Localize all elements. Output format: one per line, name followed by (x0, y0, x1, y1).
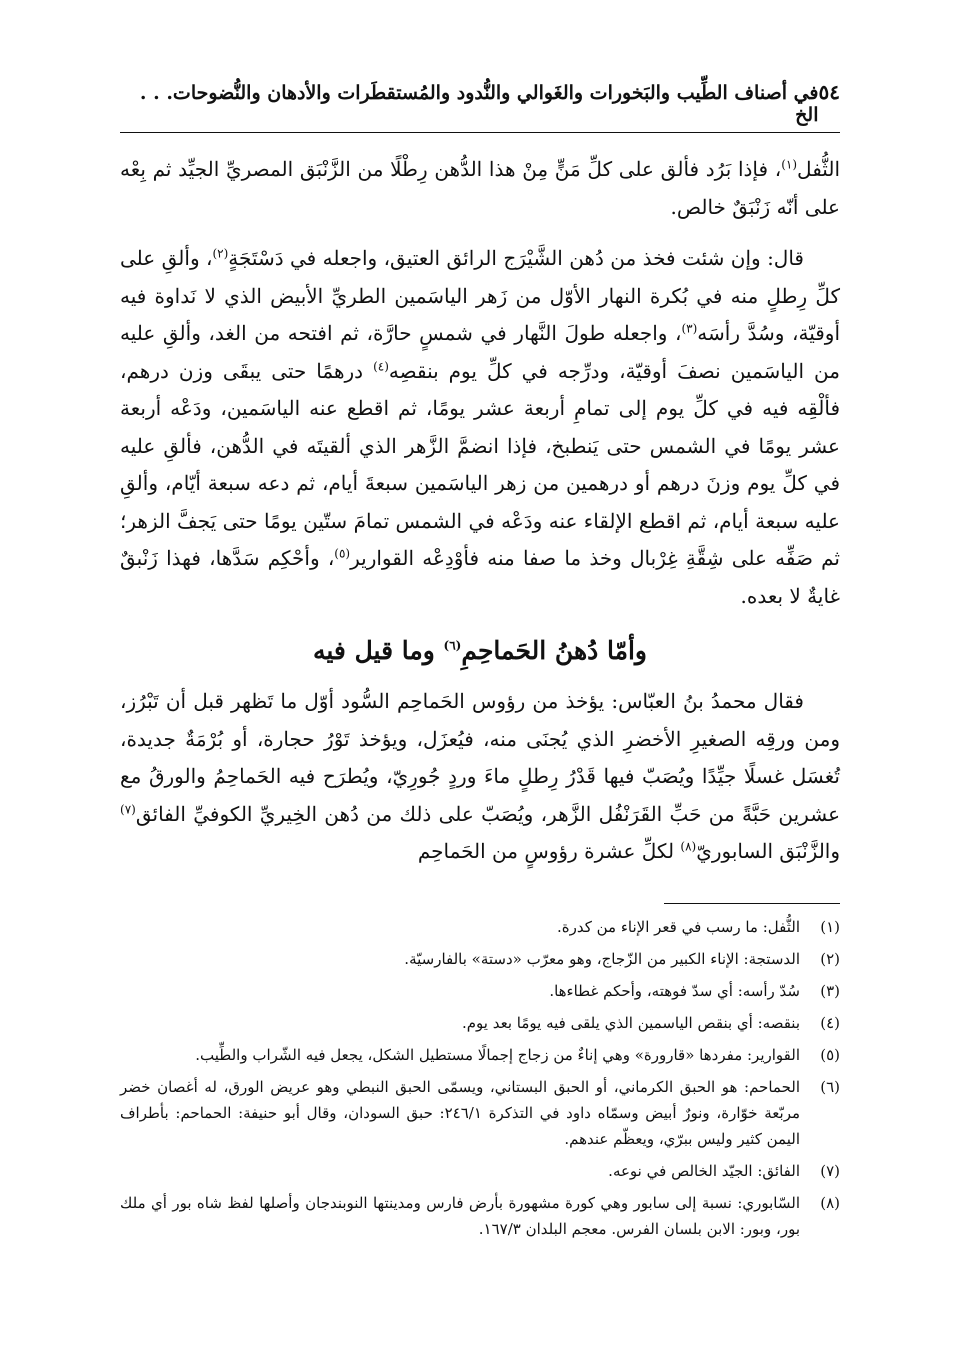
text-run: والزَّنْبَق السابوريّ (696, 839, 840, 863)
footnote-text: الدستجة: الإناء الكبير من الزّجاج، وهو معرّب «دستة» بالفارسيّة. (404, 949, 800, 968)
footnote (120, 1074, 840, 1152)
footnote-ref: (٨) (680, 839, 697, 854)
footnote (120, 1042, 840, 1068)
text-run: ، فإذا بَرُد فألق على كلِّ مَنٍّ مِنْ هذا الدُّهن رِطْلًا من الزَّنْبَق المصريِّ الجيِّد ثم بِعْه على أنّه زَنْبَقٌ خالص. (120, 157, 840, 219)
footnote-ref: (٤) (373, 358, 389, 373)
footnote-ref: (١) (781, 157, 798, 172)
section-heading (120, 631, 840, 671)
heading-text: وما قيل فيه (312, 636, 444, 665)
text-run: ، واجعله طولَ النَّهار في شمسٍ حارَّة، ثم افتحه من الغد، وألقِ عليه من الياسَمين نصفَ أوقيّة، ودرِّجه في كلِّ يوم بنقصِه (120, 321, 840, 383)
footnote-number: (١) (820, 917, 840, 936)
footnote (120, 1158, 840, 1184)
running-header (120, 80, 840, 133)
text-run: ، وأحْكِم سَدَّها، فهذا زَنْبقٌ غايةٌ لا بعده. (120, 546, 840, 608)
footnote-text: بنقصه: أي بنقص الياسمين الذي يلقى فيه يومًا بعد يوم. (461, 1013, 800, 1032)
text-run: ، وألقِ على كلِّ رِطلٍ منه في بُكرة النهار الأوّل من زَهر الياسَمين الطريِّ الأبيض الذي لا نَداوة فيه أوقيّة، وسُدَّ رأسَه (120, 246, 840, 345)
footnote-divider (664, 903, 840, 904)
main-text (120, 151, 840, 871)
footnote-text: السّابوري: نسبة إلى سابور وهي كورة مشهورة بأرض فارس ومدينتها النوبندجان وأصلها لفظ شاه بور أي ملك بور، وبور: الابن بلسان الفرس. معجم البلدان ١٦٧/٣. (120, 1193, 800, 1238)
book-page (120, 80, 840, 1248)
footnote-text: الحماحم: هو الحبق الكرماني، أو الحبق البستاني، ويسمّى الحبق النبطي وهو عريض الورق، له أغصان خضر مربّعة خوّارة، ونورٌ أبيض وسمّاه داود في التذكرة ٢٤٦/١: حبق السودان، وقال أبو حنيفة: الحماحم: بأطراف اليمن كثير وليس ببرّي، ويعظّم عندهم. (120, 1077, 800, 1148)
paragraph (120, 151, 840, 226)
running-header-title: في أصناف الطِّيب والبَخورات والغَوالي والنُّدود والمُستقطَرات والأدهان والنُّضوحات. . . الخ (139, 82, 819, 126)
paragraph (120, 240, 840, 615)
footnote (120, 978, 840, 1004)
text-run: درهمًا حتى يبقَى وزن درهم، فألْقِه فيه في كلِّ يوم إلى تمامِ أربعة عشر يومًا، ثم اقطع عنه الياسَمين، ودَعْه أربعة عشر يومًا في الشمس حتى يَنطبخ، فإذا انضمَّ الزَّهر الذي ألقيتَه في الدُّهن، فألقِ عليه في كلِّ يوم وزنَ درهم أو درهمين من زهر الياسَمين سبعةَ أيام، ثم دعه سبعة أيّام، وألقِ عليه سبعة أيام، ثم اقطع الإلقاء عنه ودَعْه في الشمس تمامَ ستّين يومًا حتى يَجفَّ الزهر؛ ثم صَفِّه على شِقَّةِ غِرْبال وخذ ما صفا منه فأوْدِعْه القوارير (120, 358, 840, 570)
footnote-text: الثُّفل: ما رسب في قعر الإناء من كدرة. (556, 917, 800, 936)
footnote-text: الفائق: الجيّد الخالص في نوعه. (608, 1161, 800, 1180)
text-run: فقال محمدُ بنُ العبّاس: يؤخذ من رؤوس الحَماحِم السُّود أوّل ما تَظهر قبل أن تَبْرُز، ومن ورقِه الصغيرِ الأخضرِ الذي يُجنَى منه، فيُعزَل، ويؤخذ تَوْرُ حجارة، أو بُرْمَةٌ جديدة، تُغسَل غسلًا جيِّدًا ويُصَبّ فيها قَدْرُ رِطلٍ ماءَ وردٍ جُورِيّ، ويُطرَح فيه الحَماحِمُ والورقُ مع عشرين حَبَّةً من حَبِّ القَرَنْفُل الزَّهر، ويُصَبّ على ذلك من دُهن الخِيريِّ الكوفيِّ الفائق (120, 689, 840, 826)
footnote (120, 1010, 840, 1036)
text-run: لكلِّ عشرة رؤوسٍ من الحَماحِم (417, 839, 681, 863)
paragraph (120, 683, 840, 871)
footnote-ref: (٢) (212, 246, 229, 261)
text-run: الثُّفل (797, 157, 840, 181)
footnote-number: (٨) (820, 1193, 840, 1212)
heading-text: وأمّا دُهنُ الحَماحِمِ (461, 636, 647, 665)
text-run: قال: وإن شئت فخذ من دُهن الشَّيْرَج الرائق العتيق، واجعله في دَسْتَجَةٍ (228, 246, 804, 270)
footnote-ref: (٦) (443, 638, 462, 653)
footnote (120, 914, 840, 940)
footnote-number: (٥) (820, 1045, 840, 1064)
footnote-ref: (٣) (681, 321, 698, 336)
footnote-number: (٤) (820, 1013, 840, 1032)
footnote-ref: (٥) (334, 546, 351, 561)
footnote (120, 1190, 840, 1242)
page-number: ٥٤ (818, 80, 840, 104)
footnotes (120, 914, 840, 1242)
footnote-ref: (٧) (120, 801, 136, 816)
footnote-number: (٢) (820, 949, 840, 968)
footnote-number: (٧) (820, 1161, 840, 1180)
footnote (120, 946, 840, 972)
footnote-number: (٣) (820, 981, 840, 1000)
footnote-number: (٦) (820, 1077, 840, 1096)
footnote-text: القوارير: مفردها «قارورة» وهي إناءٌ من زجاج إجمالًا مستطيل الشكل، يجعل فيه الشّراب والطِّيب. (195, 1045, 800, 1064)
footnote-text: سُدّ رأسه: أي سدّ فوهته، وأحكم غطاءها. (549, 981, 800, 1000)
